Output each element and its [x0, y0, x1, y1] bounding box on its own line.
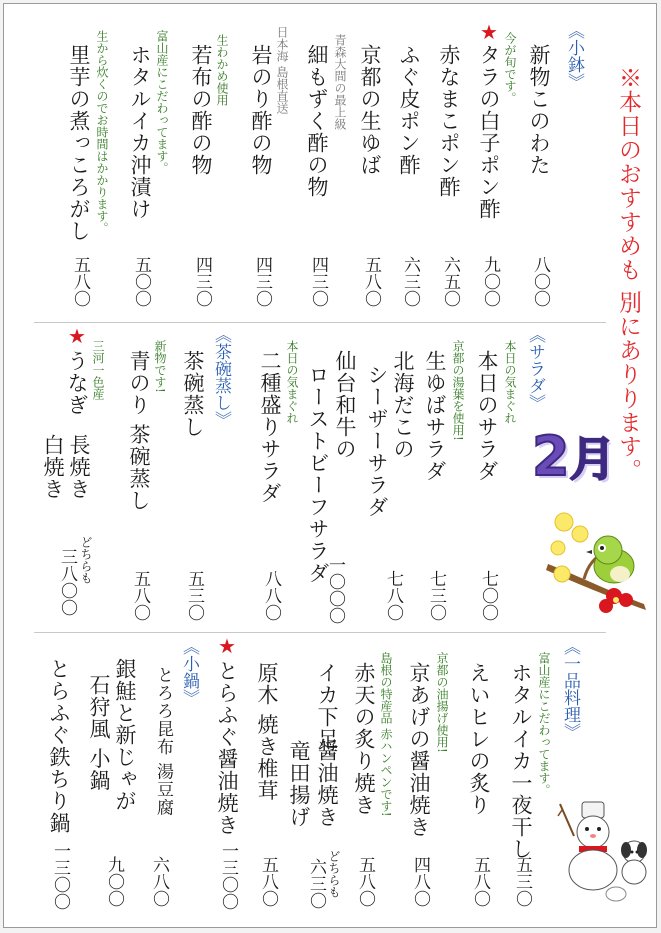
dish-name-line1: 仙台和牛の	[333, 350, 357, 460]
dish-note: 生わかめ使用	[215, 34, 229, 106]
dish-note: 青森大間の最上級	[333, 34, 347, 130]
dish-name: 里芋の煮っころがし	[67, 44, 91, 242]
dish-price: 八〇〇	[530, 256, 550, 307]
dish-name: イカ下足	[315, 662, 339, 750]
dish-note: 新物です!	[153, 340, 167, 393]
dish-price: 六八〇	[149, 856, 169, 907]
recommendation-note: ※本日のおすすめも 別にありります。	[615, 66, 641, 483]
dish-note: 島根の特産品 赤ハンペンです!	[379, 652, 393, 817]
section-title-kobachi: 《小鉢》	[564, 22, 584, 90]
dish-name: とらふぐ醤油焼き	[215, 660, 239, 836]
dish-note: 京都の油揚げ使用!	[435, 652, 449, 753]
section-divider	[34, 322, 606, 323]
bird-illustration	[544, 504, 652, 626]
dish-name: ホタルイカ沖漬け	[128, 44, 152, 220]
dish-price: 五八〇	[70, 256, 90, 307]
month-title	[532, 425, 616, 488]
dish-price: 七〇〇	[478, 570, 498, 621]
dish-variant: 竜田揚げ	[287, 740, 311, 828]
dish-note: 本日の気まぐれ	[503, 340, 517, 424]
dish-name: ホタルイカ一夜干し	[509, 662, 533, 860]
price-note: どちらも	[327, 850, 341, 898]
dish-name: 赤なまこポン酢	[437, 44, 461, 198]
dish-name: タラの白子ポン酢	[477, 44, 501, 220]
dish-price: 五〇〇	[131, 256, 151, 307]
dish-name: ふぐ皮ポン酢	[397, 44, 421, 176]
dish-name: 生ゆばサラダ	[423, 350, 447, 482]
dish-note: 日本海 島根直送	[275, 26, 289, 114]
dish-name: うなぎ	[65, 350, 89, 416]
section-title-chawan: 《茶碗蒸し》	[211, 326, 231, 428]
dish-name: えいヒレの炙り	[467, 662, 491, 816]
section-title-konabe: 《小鍋》	[179, 638, 199, 706]
dish-price: 七三〇	[426, 570, 446, 621]
dish-name-line1: 銀鮭と新じゃが	[113, 658, 137, 812]
dish-price: 五八〇	[258, 856, 278, 907]
dish-price: 三八〇〇	[57, 548, 77, 616]
dish-name: 本日のサラダ	[475, 350, 499, 482]
dish-price: 四三〇	[308, 256, 328, 307]
dish-price: 七八〇	[383, 570, 403, 621]
dish-price: 六三〇	[400, 256, 420, 307]
dish-price: 五八〇	[130, 570, 150, 621]
star-icon: ★	[218, 634, 236, 658]
dish-price: 五三〇	[512, 856, 532, 907]
dish-name: 青のり 茶碗蒸し	[127, 350, 151, 512]
dish-name: 二種盛りサラダ	[258, 350, 282, 504]
dish-price: 九〇〇	[480, 256, 500, 307]
dish-note: 生から炊くのでお時間はかかります。	[95, 30, 109, 234]
price-note: どちらも	[79, 536, 93, 584]
snowman-illustration	[556, 796, 652, 906]
dish-price: 六三〇	[306, 858, 326, 909]
dish-price: 五三〇	[184, 570, 204, 621]
section-title-salad: 《サラダ》	[525, 326, 545, 411]
dish-price: 一三〇〇	[218, 842, 238, 910]
dish-price: 一〇〇〇	[325, 556, 345, 624]
dish-price: 五八〇	[361, 256, 381, 307]
dish-name: 茶碗蒸し	[181, 350, 205, 438]
dish-price: 六五〇	[440, 256, 460, 307]
dish-name: とらふぐ鉄ちり鍋	[47, 658, 71, 834]
dish-name-line2: ローストビーフサラダ	[306, 364, 330, 584]
dish-price: 四三〇	[192, 256, 212, 307]
dish-price: 九〇〇	[104, 856, 124, 907]
dish-note: 富山産にこだわってます。	[155, 30, 169, 174]
month-kanji: 月	[569, 432, 616, 486]
dish-name: 新物このわた	[527, 44, 551, 176]
dish-price: 八八〇	[261, 570, 281, 621]
dish-note: 京都の湯葉を使用!	[451, 340, 465, 441]
dish-note: 今が旬です。	[503, 32, 517, 104]
dish-price: 一三〇〇	[50, 842, 70, 910]
dish-name-line2: 石狩風 小鍋	[87, 674, 111, 792]
dish-note: 三河一色産	[91, 340, 105, 400]
dish-price: 四八〇	[410, 856, 430, 907]
dish-name: 岩のり酢の物	[249, 44, 273, 176]
section-title-ippin: 《一品料理》	[560, 638, 580, 740]
dish-name-line1: 北海だこの	[391, 350, 415, 460]
dish-price: 五八〇	[355, 856, 375, 907]
star-icon: ★	[480, 20, 498, 44]
dish-name: 細もずく酢の物	[305, 44, 329, 198]
dish-name: 原木 焼き椎茸	[255, 662, 279, 802]
dish-price: 五八〇	[470, 856, 490, 907]
dish-note: 本日の気まぐれ	[285, 340, 299, 424]
dish-note: 富山産にこだわってます。	[537, 652, 551, 796]
dish-name: とろろ昆布 湯豆腐	[153, 666, 173, 817]
dish-name: 若布の酢の物	[189, 44, 213, 176]
month-number: 2	[532, 425, 570, 488]
dish-name: 赤天の炙り焼き	[352, 662, 376, 816]
menu-page	[3, 3, 657, 928]
dish-variant: 白焼き	[41, 434, 65, 500]
dish-name: 京都の生ゆば	[358, 44, 382, 176]
star-icon: ★	[68, 324, 86, 348]
section-divider	[34, 632, 606, 633]
dish-variant: 醤油焼き	[315, 740, 339, 828]
dish-name-line2: シーザーサラダ	[365, 364, 389, 518]
dish-name: 京あげの醤油焼き	[407, 662, 431, 838]
dish-variant: 長焼き	[67, 434, 91, 500]
dish-price: 四三〇	[252, 256, 272, 307]
